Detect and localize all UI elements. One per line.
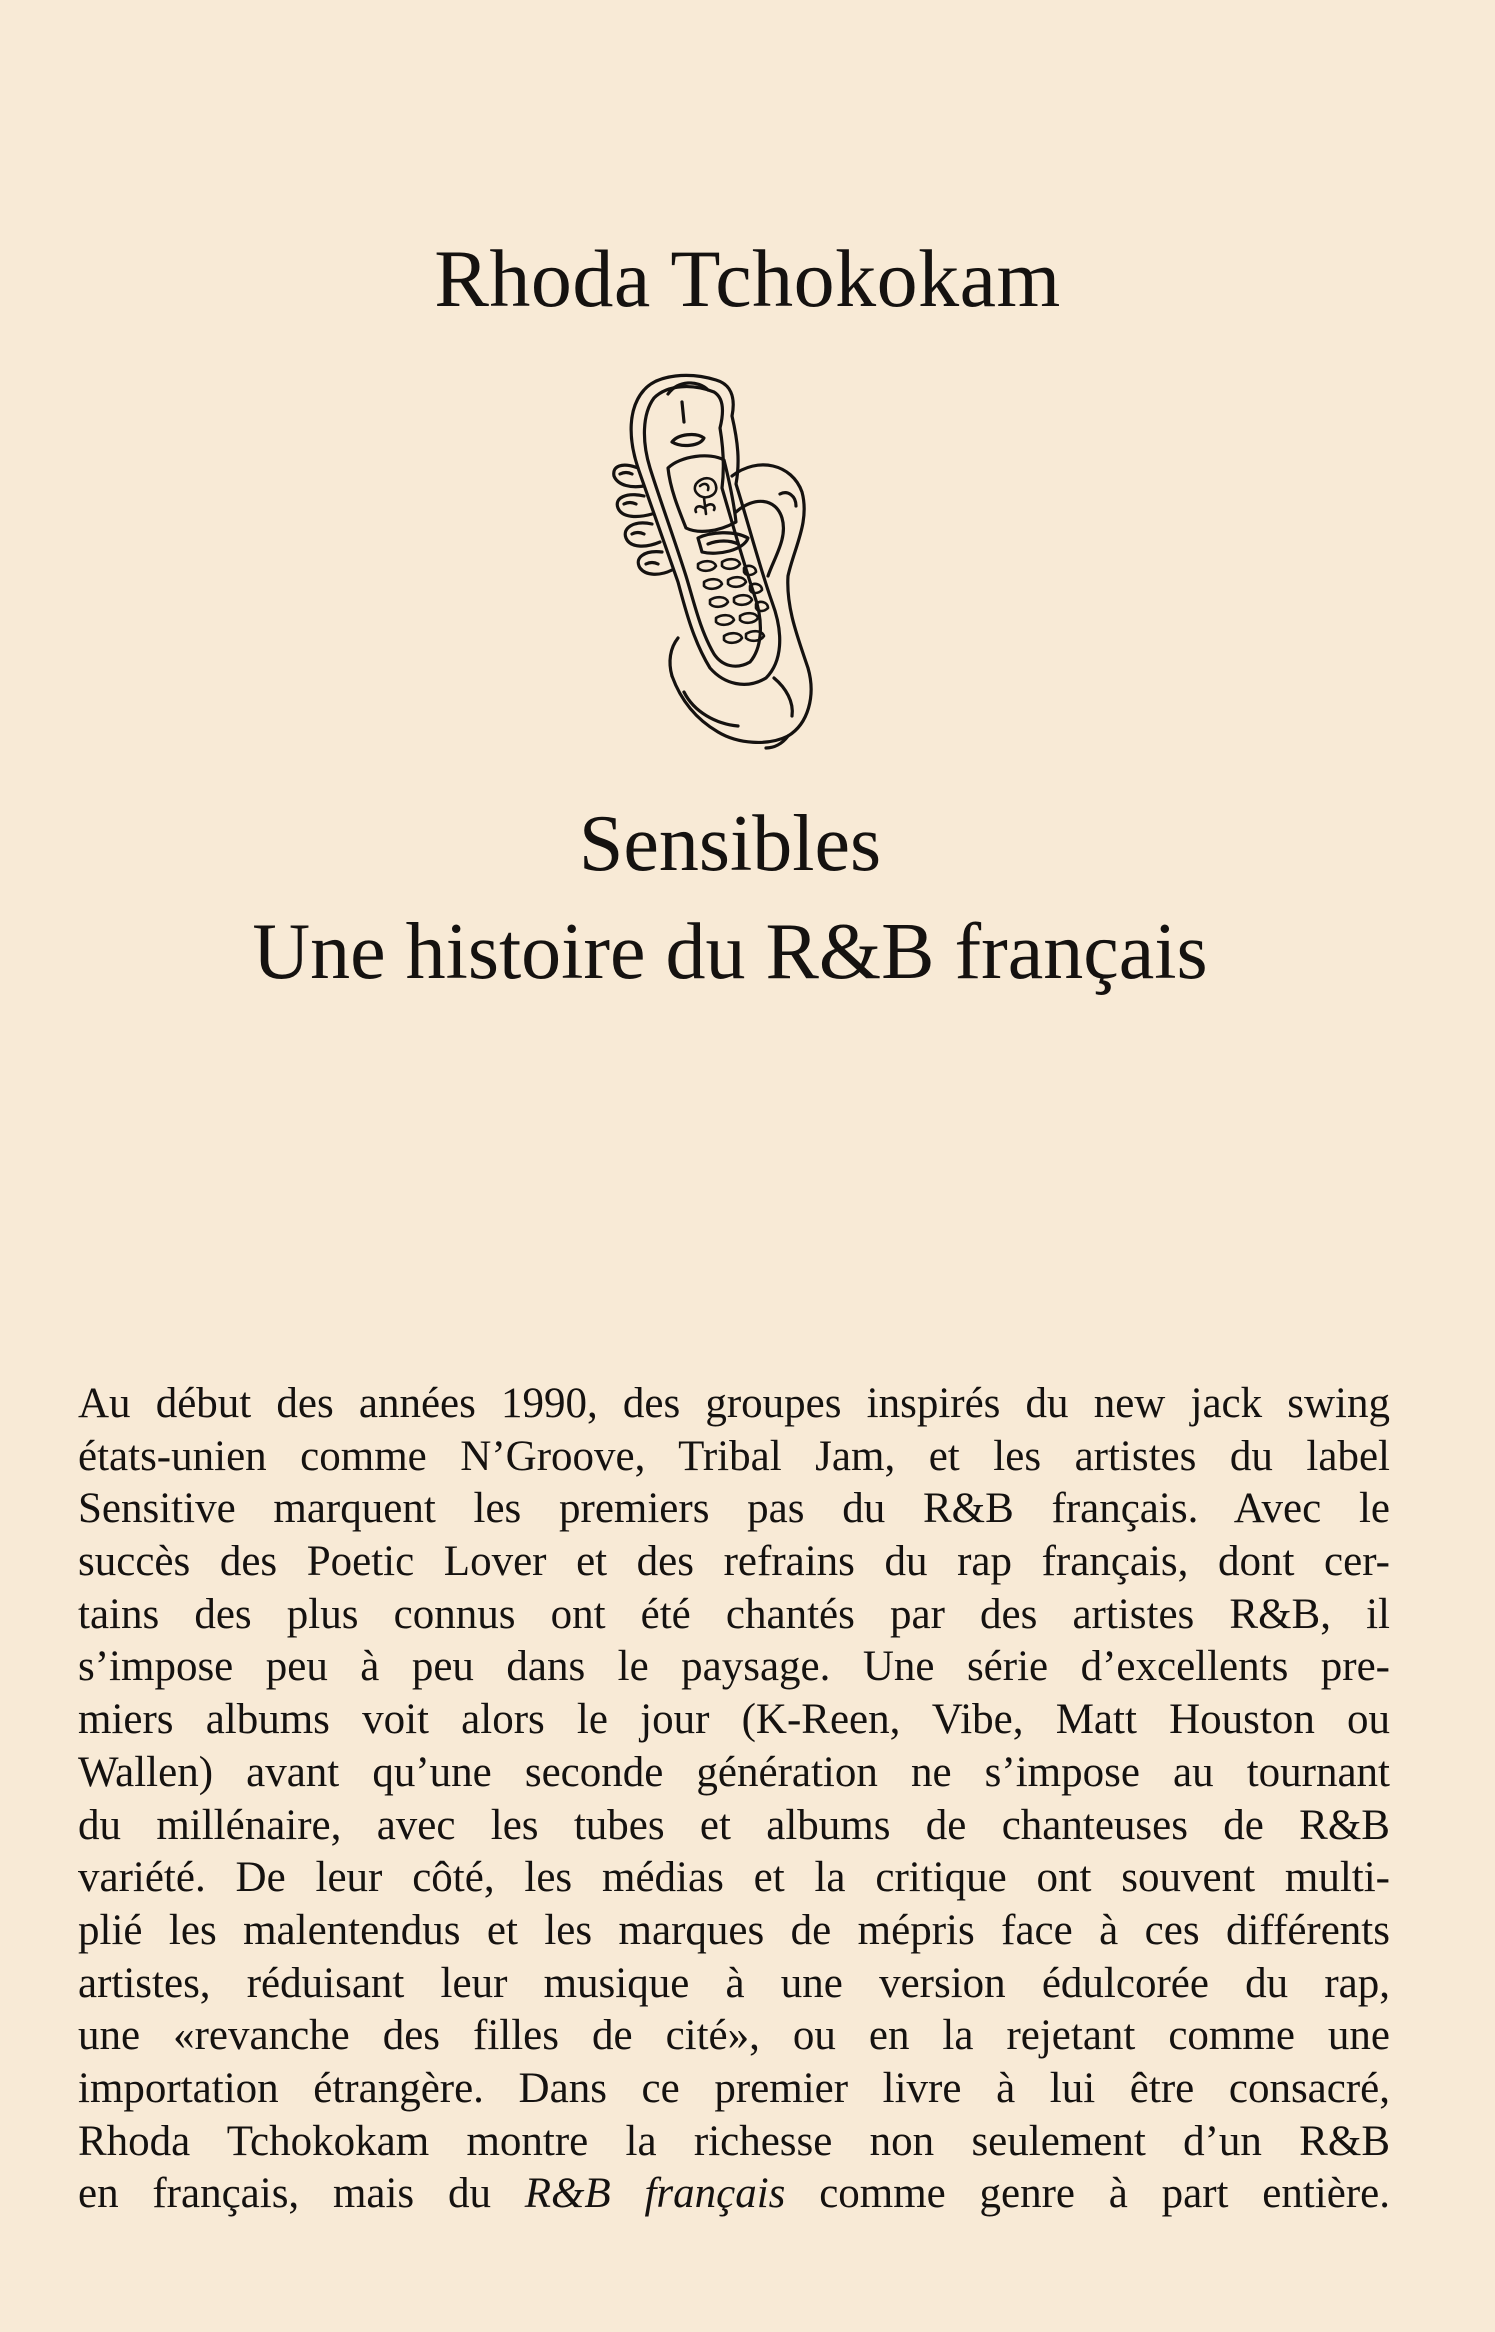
blurb-line: Sensitive marquent les premiers pas du R&B français. Avec le (78, 1485, 1390, 1533)
hand-holding-phone-illustration (598, 372, 898, 752)
back-cover-blurb (78, 1378, 1390, 2221)
blurb-line: Wallen) avant qu’une seconde génération ne s’impose au tournant (78, 1748, 1390, 1796)
blurb-line: Rhoda Tchokokam montre la richesse non seulement d’un R&B (78, 2117, 1390, 2165)
blurb-line: miers albums voit alors le jour (K-Reen, Vibe, Matt Houston ou (78, 1696, 1390, 1744)
blurb-last-after: comme genre à part entière. (785, 2170, 1390, 2218)
phone-screen (668, 456, 736, 532)
blurb-line: du millénaire, avec les tubes et albums de chanteuses de R&B (78, 1801, 1390, 1849)
blurb-line: succès des Poetic Lover et des refrains du rap français, dont cer- (78, 1538, 1390, 1586)
blurb-line: s’impose peu à peu dans le paysage. Une série d’excellents pre- (78, 1643, 1390, 1691)
blurb-line: Au début des années 1990, des groupes inspirés du new jack swing (78, 1380, 1390, 1427)
blurb-line: artistes, réduisant leur musique à une version édulcorée du rap, (78, 1959, 1390, 2007)
phone-speaker (682, 402, 684, 422)
author-name: Rhoda Tchokokam (434, 233, 1061, 324)
hand-palm (670, 465, 811, 748)
blurb-line: importation étrangère. Dans ce premier livre à lui être consacré, (78, 2064, 1390, 2112)
blurb-line: une «revanche des filles de cité», ou en la rejetant comme une (78, 2012, 1390, 2060)
blurb-line: tains des plus connus ont été chantés par des artistes R&B, il (78, 1590, 1390, 1638)
book-title-block (0, 790, 1460, 1006)
rose-icon (695, 478, 716, 514)
book-subtitle: Une histoire du R&B français (252, 908, 1208, 996)
book-title: Sensibles (578, 800, 882, 888)
blurb-line: plié les malentendus et les marques de mépris face à ces différents (78, 1906, 1390, 1954)
blurb-last-before: en français, mais du (78, 2170, 525, 2218)
blurb-italic-genre: R&B français (524, 2170, 786, 2218)
blurb-last-line (78, 2168, 1390, 2221)
blurb-line: variété. De leur côté, les médias et la critique ont souvent multi- (78, 1854, 1390, 1902)
phone-inner-rim (644, 387, 760, 667)
blurb-line: états-unien comme N’Groove, Tribal Jam, et les artistes du label (78, 1432, 1390, 1480)
